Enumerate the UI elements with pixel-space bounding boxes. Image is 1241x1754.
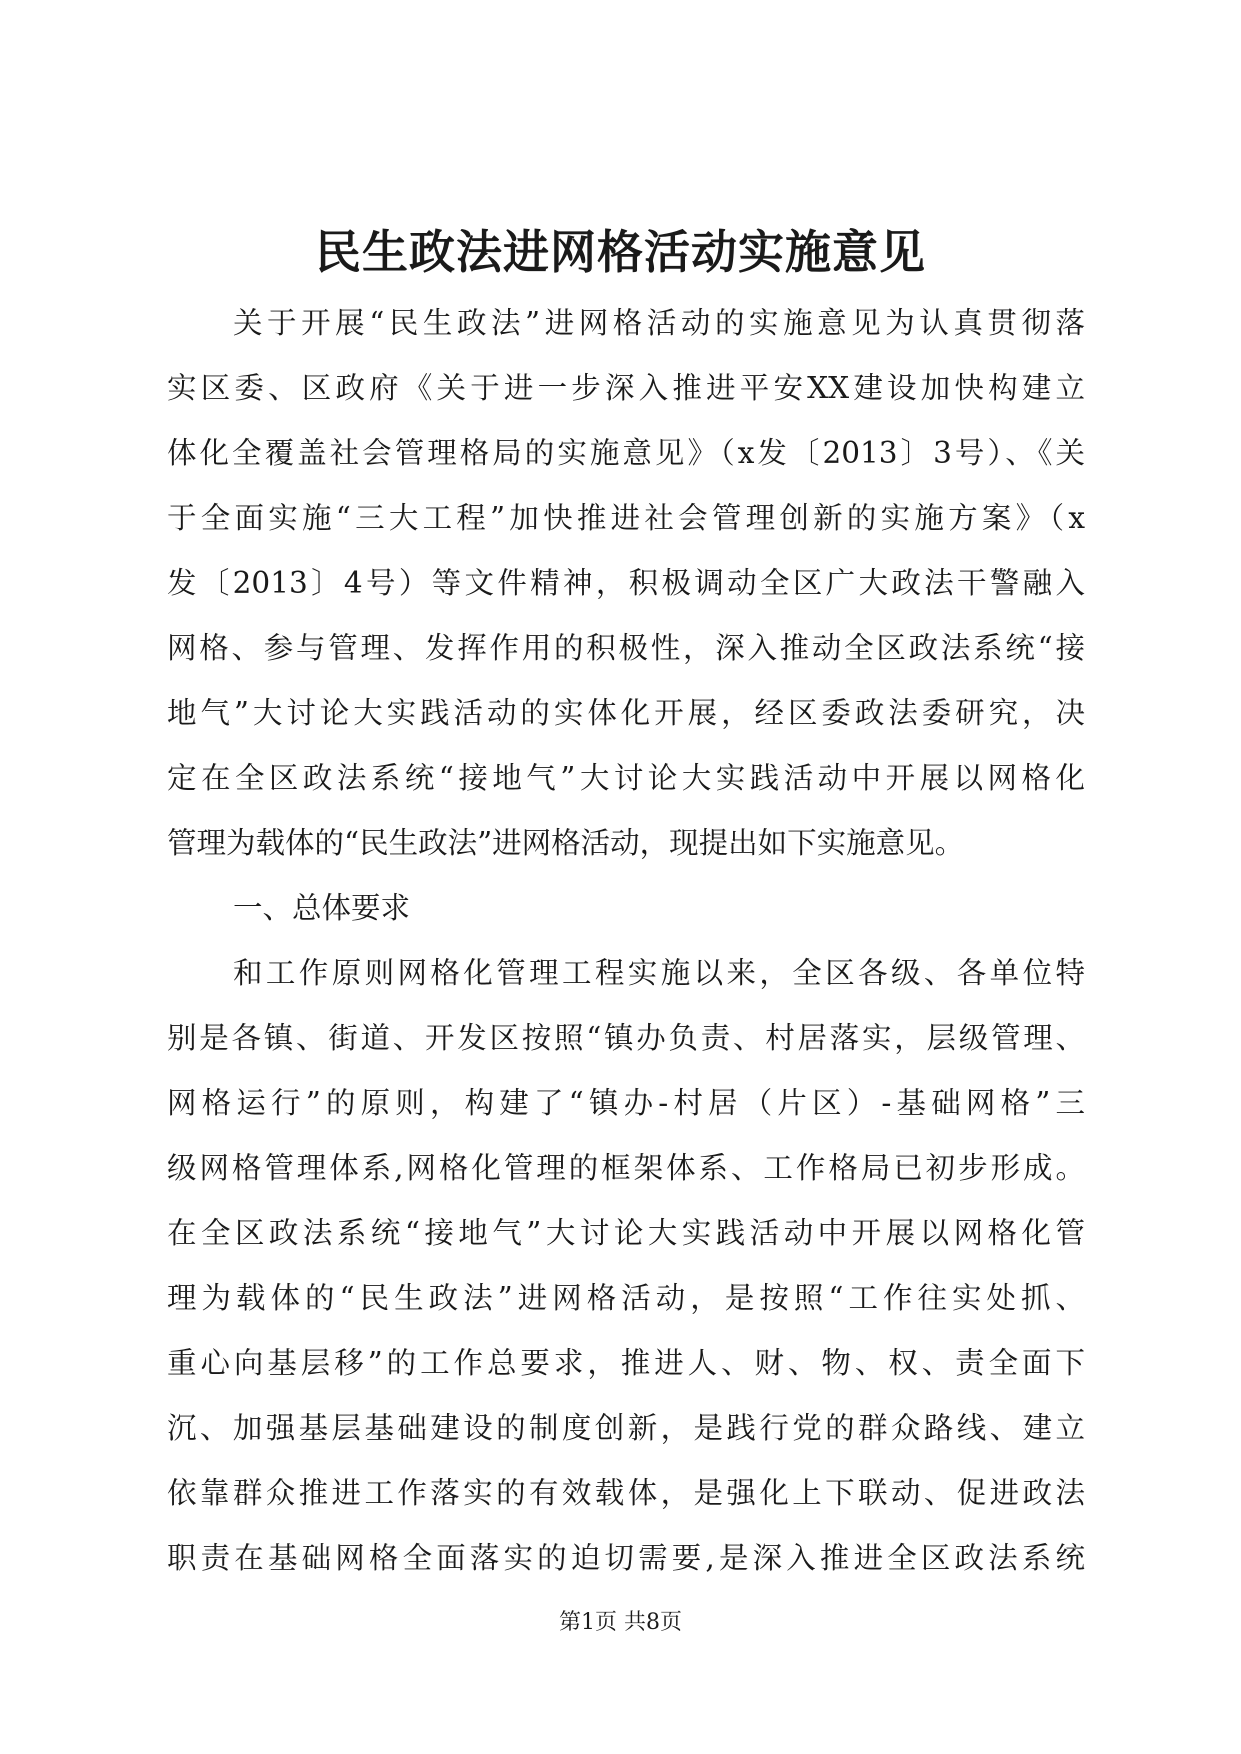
text-line: 定在全区政法系统“接地气”大讨论大实践活动中开展以网格化 bbox=[167, 761, 1085, 795]
text-line: 网格运行”的原则，构建了“镇办-村居（片区）-基础网格”三 bbox=[167, 1086, 1085, 1120]
page-footer: 第1页 共8页 bbox=[559, 1610, 682, 1635]
text-line: 重心向基层移”的工作总要求，推进人、财、物、权、责全面下 bbox=[167, 1346, 1085, 1380]
text-line: 沉、加强基层基础建设的制度创新，是践行党的群众路线、建立 bbox=[167, 1411, 1085, 1445]
text-line: 别是各镇、街道、开发区按照“镇办负责、村居落实，层级管理、 bbox=[167, 1021, 1085, 1055]
text-line: 关于开展“民生政法”进网格活动的实施意见为认真贯彻落 bbox=[233, 306, 1085, 340]
document-title: 民生政法进网格活动实施意见 bbox=[315, 225, 926, 279]
text-line: 一、总体要求 bbox=[233, 891, 411, 925]
text-line: 网格、参与管理、发挥作用的积极性，深入推动全区政法系统“接 bbox=[167, 631, 1085, 665]
section-heading bbox=[167, 876, 1085, 941]
text-line: 在全区政法系统“接地气”大讨论大实践活动中开展以网格化管 bbox=[167, 1216, 1085, 1250]
text-line: 和工作原则网格化管理工程实施以来，全区各级、各单位特 bbox=[233, 956, 1085, 990]
text-line: 发〔2013〕4号）等文件精神，积极调动全区广大政法干警融入 bbox=[167, 566, 1085, 600]
text-line: 依靠群众推进工作落实的有效载体，是强化上下联动、促进政法 bbox=[167, 1476, 1085, 1510]
text-line: 职责在基础网格全面落实的迫切需要,是深入推进全区政法系统 bbox=[167, 1541, 1085, 1575]
text-line: 管理为载体的“民生政法”进网格活动，现提出如下实施意见。 bbox=[167, 826, 965, 860]
text-line: 级网格管理体系,网格化管理的框架体系、工作格局已初步形成。 bbox=[167, 1151, 1085, 1185]
text-line: 理为载体的“民生政法”进网格活动，是按照“工作往实处抓、 bbox=[167, 1281, 1085, 1315]
text-line: 于全面实施“三大工程”加快推进社会管理创新的实施方案》（x bbox=[167, 501, 1085, 535]
text-line: 地气”大讨论大实践活动的实体化开展，经区委政法委研究，决 bbox=[167, 696, 1085, 730]
paragraph bbox=[167, 291, 1085, 876]
document-body bbox=[167, 291, 1085, 1591]
text-line: 实区委、区政府《关于进一步深入推进平安XX建设加快构建立 bbox=[167, 371, 1085, 405]
paragraph bbox=[167, 941, 1085, 1591]
text-line: 体化全覆盖社会管理格局的实施意见》（x发〔2013〕3号）、《关 bbox=[167, 436, 1085, 470]
